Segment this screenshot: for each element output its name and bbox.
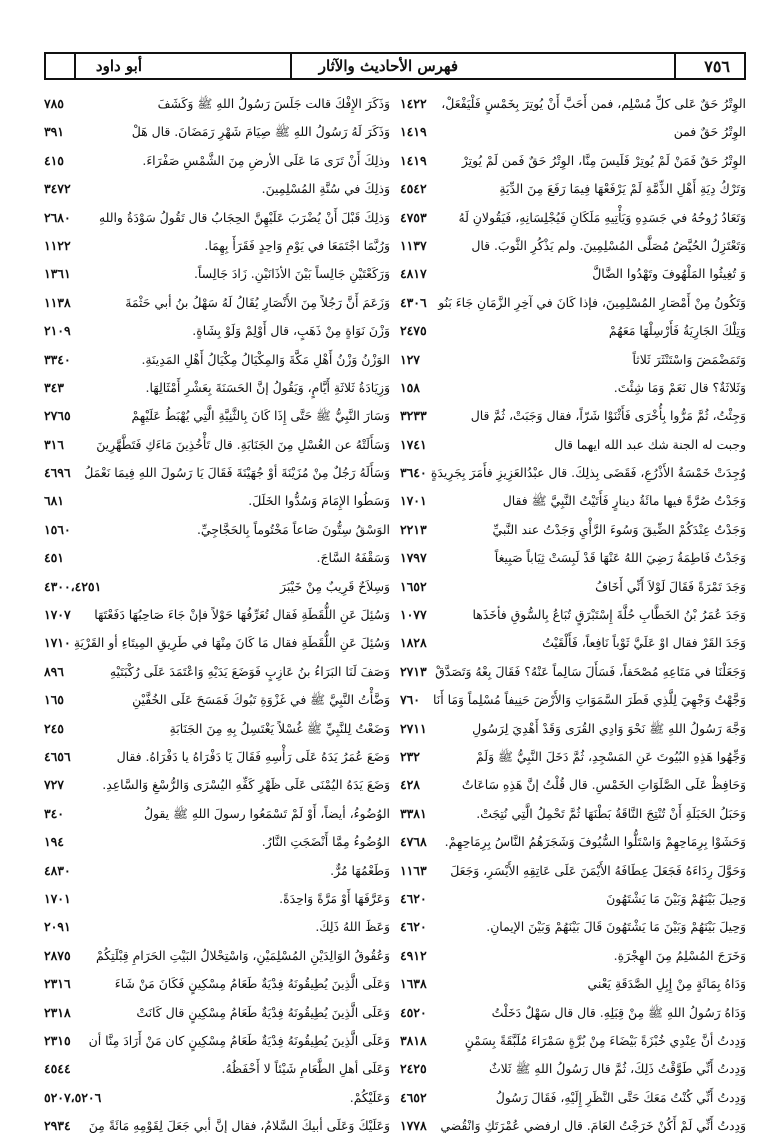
index-entry (400, 1086, 746, 1114)
index-entry (44, 944, 390, 972)
index-entry (400, 575, 746, 603)
entry-text: وَعَلَى الَّذِينَ يُطِيقُونَهُ فِدْيَةٌ طَعَامُ مِسْكِينٍ قال كَانَتْ (136, 1004, 390, 1020)
index-entry (44, 120, 390, 148)
entry-text: وَرُبَّمَا اجْتَمَعَا في يَوْمِ وَاحِدٍ فَقَرَأَ بِهِمَا. (204, 237, 390, 253)
entry-text: وَحِيلَ بَيْنَهُمْ وَبَيْنَ مَا يَشْتَهُونَ (606, 890, 746, 906)
index-entry (44, 404, 390, 432)
entry-text: وَحَوَّلَ رِدَاءَهُ فَجَعَلَ عِطَافَهُ الأَيْمَنَ عَلَى عَاتِقِهِ الأَيْسَرِ، وَجَعَلَ (450, 862, 746, 878)
hadith-number: ٣٣٤٠ (44, 351, 71, 367)
hadith-number: ٢٨٧٥ (44, 947, 71, 963)
header-divider (674, 54, 676, 78)
index-entry (400, 773, 746, 801)
hadith-number: ١٤١٩ (400, 124, 427, 140)
hadith-number: ٢٦٨٠ (44, 209, 71, 225)
index-entry (400, 404, 746, 432)
index-entry (44, 603, 390, 631)
hadith-number: ٢٤٧٥ (400, 323, 427, 339)
hadith-number: ٣٢٣٣ (400, 408, 427, 424)
entry-text: وَتَعَادُ رُوحُهُ في جَسَدِهِ وَيَأْتِيهِ مَلَكَانِ فَيُجْلِسَانِهِ، فَيَقُولانِ لَهُ (458, 209, 746, 225)
index-entry (400, 234, 746, 262)
entry-text: وَدَاهُ رَسُولُ اللهِ ﷺ مِنْ قِبَلِهِ. قال قال سَهْلٌ دَخَلْتُ (491, 1004, 746, 1020)
index-entry (44, 688, 390, 716)
hadith-number: ٦٨١ (44, 493, 64, 509)
entry-text: وَعُقُوقُ الوَالِدَيْنِ المُسْلِمَيْنِ، وَاسْتِحْلالُ البَيْتِ الحَرَامِ قِبْلَتِكُمْ (96, 947, 390, 963)
hadith-number: ٧٦٠ (400, 692, 420, 708)
hadith-number: ٤٥٤٢ (400, 181, 427, 197)
entry-text: وَسَطُوا الإِمَامَ وَسُدُّوا الخَلَلَ. (248, 493, 390, 509)
entry-text: وَطَعْمُهَا مُرٌّ. (330, 862, 390, 878)
entry-text: وَجِئْتُ، ثُمَّ مَرُّوا بِأُخْرَى فَأَثْنَوْا شَرّاً، فقال وَجَبَتْ، ثُمَّ قال (470, 408, 746, 424)
hadith-number: ١٧٤١ (400, 436, 427, 452)
hadith-number: ٣٨١٨ (400, 1032, 427, 1048)
hadith-number: ٤١٥ (44, 152, 64, 168)
hadith-number: ١٧٧٨ (400, 1118, 427, 1134)
hadith-number: ٤٣٠٠،٤٢٥١ (44, 578, 102, 594)
entry-text: وَجَعَلْنَا في مَتَاعِهِ مُصْحَفاً، فَسَأَلَ سَالِماً عَنْهُ؟ فَقَالَ بِعْهُ وَتَصَدَّقْ (435, 663, 746, 679)
hadith-number: ٣٤٠ (44, 805, 64, 821)
hadith-number: ١٧٩٧ (400, 550, 427, 566)
entry-text: وَعَظَ اللهُ ذَلِكَ. (315, 919, 390, 935)
hadith-number: ٣١٦ (44, 436, 64, 452)
entry-text: وَصَفَ لَنَا البَرَاءُ بنُ عَازِبٍ فَوَضَعَ يَدَيْهِ وَاعْتَمَدَ عَلَى رُكْبَتَيْهِ (109, 663, 390, 679)
hadith-number: ٣٦٤٠ (400, 465, 427, 481)
entry-text: وَذَكَرَ الإِفْكَ قالت جَلَسَ رَسُولُ اللهِ ﷺ وَكَشَفَ (157, 96, 390, 111)
hadith-number: ١١٣٨ (44, 294, 71, 310)
index-entry (44, 291, 390, 319)
entry-text: وَعَلَى الَّذِينَ يُطِيقُونَهُ فِدْيَةٌ طَعَامُ مِسْكِينٍ كان مَنْ أَرَادَ مِنَّا أن (88, 1032, 390, 1048)
entry-text: وَتِلْكَ الجَارِيَةُ فَأَرْسِلْهَا مَعَهُمْ (608, 323, 746, 339)
index-entry (400, 603, 746, 631)
hadith-number: ٤٥١ (44, 550, 64, 566)
entry-text: وَدِدتُ أنَّ عِنْدِي خُبْزَةً بَيْضَاءَ مِنْ بُرَّةٍ سَمْرَاءَ مُلَبَّقَةً بِسَمْنٍ (464, 1032, 746, 1048)
index-entry (44, 773, 390, 801)
index-entry (44, 489, 390, 517)
entry-text: وَسَأَلَهُ رَجُلٌ مِنْ مُزَيْنَةَ أوْ جُهَيْنَةَ فَقَالَ يَا رَسُولَ اللهِ فِيمَا نَعْمَلُ (84, 465, 390, 481)
entry-text: وَدِدتُ أَنِّي كُنْتُ مَعَكَ حَتَّى النَّظَرِ إِلَيْهِ، فَقَالَ رَسُولُ (495, 1089, 746, 1105)
entry-text: وَزْنَ نَوَاةٍ مِنْ ذَهَبٍ، قال أَوْلِمْ وَلَوْ بِشَاةٍ. (192, 323, 390, 339)
hadith-number: ١٦٣٨ (400, 976, 427, 992)
hadith-number: ١٣٦١ (44, 266, 71, 282)
hadith-number: ٢٣١٦ (44, 976, 71, 992)
hadith-number: ٢٤٥ (44, 720, 64, 736)
hadith-number: ٢٠٩١ (44, 919, 71, 935)
hadith-number: ٣٤٧٢ (44, 181, 71, 197)
entry-text: وَعَلَى الَّذِينَ يُطِيقُونَهُ فِدْيَةٌ طَعَامُ مِسْكِينٍ فَكَانَ مَنْ شَاءَ (114, 976, 390, 992)
entry-text: وَسَقْفَهُ السَّاجَ. (316, 550, 390, 566)
entry-text: وُجِدَتْ خَمْسَةُ الأَذْرُعِ، فَقَضَى بِذلِكَ. قال عبْدُالعَزِيزِ فأَمَرَ بِجَرِيدَةٍ (430, 465, 746, 481)
index-entry (44, 518, 390, 546)
hadith-number: ٢٣٢ (400, 748, 420, 764)
entry-text: وَجَدَ عُمَرُ بْنُ الخَطَّابِ حُلَّةَ إِسْتَبْرَقٍ تُبَاعُ بِالسُّوقِ فأخَذَها (472, 607, 746, 623)
entry-text: وَسِلاَحٌ قَرِيبٌ مِنْ خَيْبَرَ (280, 578, 390, 594)
hadith-number: ٢٧١١ (400, 720, 427, 736)
index-entry (400, 546, 746, 574)
index-entry (44, 546, 390, 574)
header-divider (74, 54, 76, 78)
index-entry (400, 859, 746, 887)
hadith-number: ٤٨٣٠ (44, 862, 71, 878)
index-entry (44, 319, 390, 347)
entry-text: وَجَّهَ رَسُولُ اللهِ ﷺ نَحْوَ وَادِي القُرَى وَقَدْ أَهْدِيَ لِرَسُولِ (472, 720, 746, 736)
index-entry (44, 631, 390, 659)
entry-text: وذلِكَ أَنْ تَرَى مَا عَلَى الأرضِ مِنَ الشَّمْسِ صَفْرَاءَ. (142, 152, 390, 168)
hadith-number: ١٧١٠ (44, 635, 71, 651)
index-entry (44, 177, 390, 205)
hadith-number: ٢٩٣٤ (44, 1118, 71, 1134)
index-entry (44, 887, 390, 915)
index-entry (400, 887, 746, 915)
hadith-number: ٢٧١٣ (400, 663, 427, 679)
index-entry (400, 262, 746, 290)
hadith-number: ٢٣١٥ (44, 1032, 71, 1048)
entry-text: وَتَعْتَزِلُ الحُيَّضُ مُصَلَّى المُسْلِمِينَ. ولم يَذْكُرِ الثَّوبَ. قال (471, 237, 746, 253)
entry-text: وَجِّهُوا هَذِهِ البُيُوتَ عَنِ المَسْجِدِ، ثُمَّ دَخَلَ النَّبِيُّ ﷺ وَلَمْ (476, 748, 746, 764)
index-entry (400, 120, 746, 148)
entry-text: وَسُئِلَ عَنِ اللُّقَطَةِ فقال مَا كَانَ مِنْهَا في طَرِيقِ المِيتَاءِ أو القَرْيَةِ (73, 635, 390, 651)
hadith-number: ١٤٢٢ (400, 96, 427, 111)
entry-text: وَدِدتُ أَنِّي طَوَّقْتُ ذَلِكَ، ثُمَّ قال رَسُولُ اللهِ ﷺ ثَلاثٌ (488, 1061, 746, 1077)
index-entry (400, 149, 746, 177)
entry-text: الوِتْرُ حَقٌ عَلى كلِّ مُسْلِم، فمن أَحَبَّ أَنْ يُوتِرَ بِخَمْسٍ فَلْيَفْعَلْ، (441, 96, 746, 111)
book-title: أبو داود (95, 57, 142, 75)
hadith-number: ٣٣٨١ (400, 805, 427, 821)
entry-text: وَجَدَ القَرْ فقال اوْ عَلَيَّ ثَوْباً نَافِعاً، فَأَلْقَيْتُ (542, 635, 746, 651)
hadith-number: ١٦٥٢ (400, 578, 427, 594)
hadith-number: ٤٥٤٤ (44, 1061, 71, 1077)
index-entry (44, 376, 390, 404)
right-column (400, 92, 746, 1134)
hadith-number: ١٧٠١ (44, 890, 71, 906)
index-entry (44, 1114, 390, 1142)
index-entry (44, 149, 390, 177)
entry-text: وَجَدْتُ صُرَّةً فيها مائَةُ دينارٍ فَأَتَيْتُ النَّبِيَّ ﷺ فقال (502, 493, 746, 509)
hadith-number: ٥٢٠٧،٥٢٠٦ (44, 1089, 102, 1105)
hadith-number: ٢٧٦٥ (44, 408, 71, 424)
index-entry (400, 1001, 746, 1029)
hadith-number: ٧٢٧ (44, 777, 64, 793)
index-entry (400, 717, 746, 745)
index-entry (400, 518, 746, 546)
index-entry (400, 944, 746, 972)
index-entry (44, 830, 390, 858)
entry-text: وَضَعْتُ لِلنَّبِيِّ ﷺ غُسْلاً يَغْتَسِلُ بِهِ مِنَ الجَنَابَةِ (169, 720, 390, 736)
hadith-number: ٣٤٣ (44, 379, 64, 395)
index-entry (44, 1086, 390, 1114)
entry-text: وَرَكَعْتَيْنِ جَالِساً بَيْنَ الأذَانَيْنِ. زَادَ جَالِساً. (193, 266, 390, 282)
index-entry (400, 461, 746, 489)
hadith-number: ٤٧٥٣ (400, 209, 427, 225)
entry-text: الوُضُوءُ، أيضاً، أَوْ لَمْ تَسْمَعُوا رسولَ اللهِ ﷺ يقولُ (143, 805, 390, 821)
hadith-number: ٤٩١٢ (400, 947, 427, 963)
page-header (44, 52, 746, 80)
index-entry (44, 92, 390, 120)
entry-text: وَتَمَضْمَضَ وَاسْتَنْثَرَ ثَلاثاً (632, 351, 746, 367)
index-entry (44, 206, 390, 234)
entry-text: الوُضُوءُ مِمَّا أَنْضَجَتِ النَّارُ. (261, 834, 390, 850)
entry-text: وَزِيَادَةُ ثَلاثَةِ أَيَّامٍ، وَيَقُولُ إنَّ الحَسَنَةَ بِعَشْرِ أَمْثَالِهَا. (145, 379, 390, 395)
index-entry (400, 319, 746, 347)
index-entry (44, 1029, 390, 1057)
entry-text: وَخَرَجَ المُسْلِمُ مِنَ الهِجْرَةِ. (613, 947, 746, 963)
index-entry (44, 915, 390, 943)
hadith-number: ١٩٤ (44, 834, 64, 850)
index-entry (44, 575, 390, 603)
entry-text: وَذلِكَ في سُنَّةِ المُسْلِمِينَ. (261, 181, 390, 197)
entry-text: وَجَّهْتُ وَجْهِيَ لِلَّذِي فَطَرَ السَّمَوَاتِ وَالأَرْضَ حَنِيفاً مُسْلِماً وَمَا أَنَا (432, 692, 746, 708)
hadith-number: ٤٥٢٠ (400, 1004, 427, 1020)
entry-text: وَدِدتُ أَنِّي لَمْ أَكُنْ خَرَجْتُ العَامَ. قال ارفضي عُمْرَتَكِ وَانْقُضي (440, 1118, 746, 1134)
index-entry (44, 859, 390, 887)
index-entry (44, 717, 390, 745)
hadith-number: ٤٦٩٦ (44, 465, 71, 481)
index-entry (44, 660, 390, 688)
entry-text: وَذلِكَ قَبْلَ أَنْ يُضْرَبَ عَلَيْهِنَّ الحِجَابُ قال تَقُولُ سَوْدَةُ واللهِ (98, 209, 390, 225)
index-entry (400, 489, 746, 517)
entry-text: وَزَعَمَ أَنَّ رَجُلاً مِنَ الأَنْصَارِ يُقَالُ لَهُ سَهْلُ بنُ أبي حَثْمَةَ (125, 294, 390, 310)
index-entry (400, 660, 746, 688)
hadith-number: ٢١٠٩ (44, 323, 71, 339)
hadith-number: ٤٦٢٠ (400, 890, 427, 906)
entry-text: الوِتْرُ حَقٌ فَمَنْ لَمْ يُوتِرْ فَلَيسَ مِنَّا، الوِتْرُ حَقٌ فَمن لَمْ يُوتِرْ (461, 152, 746, 168)
hadith-number: ٢٢١٣ (400, 521, 427, 537)
index-entry (400, 291, 746, 319)
entry-text: وَجَدَ تَمْرَةً فَقَالَ لَوْلاَ أَنِّي أَخَافُ (595, 578, 746, 594)
index-entry (400, 688, 746, 716)
index-entry (400, 1029, 746, 1057)
entry-text: وَدَاهُ بِمَائَةٍ مِنْ إِبِلِ الصَّدَقَةِ يَعْني (587, 976, 746, 992)
hadith-number: ١٥٦٠ (44, 521, 71, 537)
index-entry (44, 802, 390, 830)
entry-text: وَحِيلَ بَيْنَهُمْ وَبَيْنَ مَا يَشْتَهُونَ قَالَ بَيْنَهُمْ وَبَيْنَ الإيمانِ. (486, 919, 746, 935)
hadith-number: ٤٦٥٦ (44, 748, 71, 764)
entry-text: الوَزْنُ وَزْنُ أَهْلِ مَكَّةَ وَالمِكْيَالُ مِكْيَالُ أَهْلِ المَدِينَةِ. (141, 351, 390, 367)
index-entry (400, 92, 746, 120)
hadith-number: ١٤١٩ (400, 152, 427, 168)
index-entry (400, 1114, 746, 1142)
entry-text: وَحَبَلُ الحَبَلَةِ أَنْ تُنْتِجَ النَّاقَةُ بَطْنَهَا ثُمَّ تَحْمِلُ الَّتِي نُتِجَتْ. (476, 805, 746, 821)
entry-text: وَحَشَوْا بِرِمَاحِهِمْ وَاسْتَلُّوا السُّيُوفَ وَشَجَرَهُمُ النَّاسُ بِرِمَاحِهِمْ. (444, 834, 746, 850)
index-entry (44, 1001, 390, 1029)
index-entry (400, 745, 746, 773)
index-columns (44, 92, 746, 1134)
hadith-number: ١٥٨ (400, 379, 420, 395)
entry-text: وَسَارَ النَّبِيُّ ﷺ حَتَّى إِذَا كَانَ بِالثَّنِيَّةِ الَّتِي يُهْبَطُ عَلَيْهِمْ (131, 408, 390, 424)
index-entry (400, 915, 746, 943)
index-entry (400, 830, 746, 858)
hadith-number: ١١٣٧ (400, 237, 427, 253)
index-entry (44, 348, 390, 376)
entry-text: وَضَعَ عُمَرُ يَدَهُ عَلَى رَأْسِهِ فَقَالَ يَا دَفْرَاهُ يا دَفْرَاهُ. فقال (116, 748, 390, 764)
index-entry (400, 802, 746, 830)
entry-text: وَذَكَرَ لَهُ رَسُولُ اللهِ ﷺ صِيَامَ شَهْرِ رَمَضَانَ. قال هَلْ (131, 124, 390, 140)
entry-text: وَعَرَّفَهَا أَوْ مَرَّةً وَاحِدَةً. (279, 890, 390, 906)
index-entry (44, 234, 390, 262)
header-divider (290, 54, 292, 78)
index-entry (400, 433, 746, 461)
index-entry (44, 972, 390, 1000)
index-entry (44, 433, 390, 461)
index-entry (400, 631, 746, 659)
entry-text: وَعَلَيْكُمْ. (349, 1089, 390, 1105)
hadith-number: ٨٩٦ (44, 663, 64, 679)
hadith-number: ١٧٠١ (400, 493, 427, 509)
hadith-number: ٤٦٢٠ (400, 919, 427, 935)
index-entry (400, 1057, 746, 1085)
hadith-number: ١٦٥ (44, 692, 64, 708)
entry-text: وَحَافِظْ عَلَى الصَّلَوَاتِ الخَمْسِ. قال قُلْتُ إنَّ هَذِهِ سَاعَاتٌ (461, 777, 746, 793)
entry-text: وَضَعَ يَدَهُ اليُمْنَى عَلَى ظَهْرِ كَفِّهِ اليُسْرَى وَالرُّسْغِ وَالسَّاعِدِ. (102, 777, 390, 793)
hadith-number: ١١٢٢ (44, 237, 71, 253)
entry-text: وَ تُغِيثُوا المَلْهُوفَ وتَهْدُوا الضَّالَّ (592, 266, 746, 282)
page-number: ٧٥٦ (704, 57, 730, 76)
page-title: فهرس الأحاديث والآثار (318, 57, 458, 75)
hadith-number: ٧٨٥ (44, 96, 64, 111)
index-entry (400, 177, 746, 205)
entry-text: وَثَلاثَةٌ؟ قال نَعَمْ وَمَا شِئْتَ. (613, 379, 746, 395)
index-page (44, 52, 746, 1134)
entry-text: وَعَلَيْكَ وَعَلَى أبيكَ السَّلامُ، فقال إنَّ أبي جَعَلَ لِقَوْمِهِ مَائَةً مِنَ (88, 1118, 390, 1134)
entry-text: وَتَكُونُ مِنْ أَمْصَارِ المُسْلِمِينَ، فإذا كَانَ في آخِرِ الزَّمَانِ جَاءَ بَنُو (438, 294, 746, 310)
hadith-number: ٣٩١ (44, 124, 64, 140)
entry-text: وَجَدْتُ فَاطِمَةُ رَضِيَ اللهُ عَنْهَا قَدْ لَبِسَتْ ثِيَاباً صَبِيغاً (494, 550, 746, 566)
entry-text: وَضَّأْتُ النَّبِيَّ ﷺ في غَزْوَةِ تَبُوكَ فَمَسَحَ عَلَى الخُفَّيْنِ (132, 692, 390, 708)
index-entry (44, 1057, 390, 1085)
hadith-number: ١٨٢٨ (400, 635, 427, 651)
hadith-number: ١٢٧ (400, 351, 420, 367)
hadith-number: ١٧٠٧ (44, 607, 71, 623)
index-entry (44, 745, 390, 773)
left-column (44, 92, 390, 1134)
hadith-number: ٢٤٢٥ (400, 1061, 427, 1077)
entry-text: الوَسْقُ سِتُّونَ صَاعاً مَخْتُوماً بِالحَجَّاجِيِّ. (196, 521, 390, 537)
hadith-number: ٤٣٠٦ (400, 294, 427, 310)
entry-text: وَتَرْكُ دِيَةِ أَهْلِ الذِّمَّةِ لَمْ يَرْفَعْهَا فِيمَا رَفَعَ مِنَ الدِّيَةِ (499, 181, 746, 197)
index-entry (400, 206, 746, 234)
hadith-number: ٤٧٦٨ (400, 834, 427, 850)
hadith-number: ٤٦٥٢ (400, 1089, 427, 1105)
hadith-number: ١١٦٣ (400, 862, 427, 878)
hadith-number: ١٠٧٧ (400, 607, 427, 623)
index-entry (400, 348, 746, 376)
index-entry (44, 262, 390, 290)
entry-text: وَسُئِلَ عَنِ اللُّقَطَةِ فَقال تُعَرِّفُهَا حَوْلاً فإنْ جَاءَ صَاحِبُهَا دَفَعْتَهَا (94, 607, 390, 623)
entry-text: وَعَلَى أهلِ الطَّعَامِ شَيْئاً لا أَحْفَظُهُ. (221, 1061, 390, 1077)
hadith-number: ٤٨١٧ (400, 266, 427, 282)
entry-text: وجبت له الجنة شك عبد الله ايهما قال (554, 436, 746, 452)
index-entry (400, 376, 746, 404)
index-entry (44, 461, 390, 489)
entry-text: وَسَأَلَتْهُ عن الغُسْلِ مِنَ الجَنَابَةِ. قال تَأْخُذِينَ مَاءَكِ فَتَطَّهَّرِينَ (96, 436, 390, 452)
entry-text: الوِتْرُ حَقٌ فمن (673, 124, 746, 140)
hadith-number: ٢٣١٨ (44, 1004, 71, 1020)
entry-text: وَجَدْتُ عِنْدَكُمْ الضِّيقَ وَسُوءَ الرَّأْيِ وَجَدْتُ عند النَّبيِّ (492, 521, 746, 537)
index-entry (400, 972, 746, 1000)
hadith-number: ٤٢٨ (400, 777, 420, 793)
